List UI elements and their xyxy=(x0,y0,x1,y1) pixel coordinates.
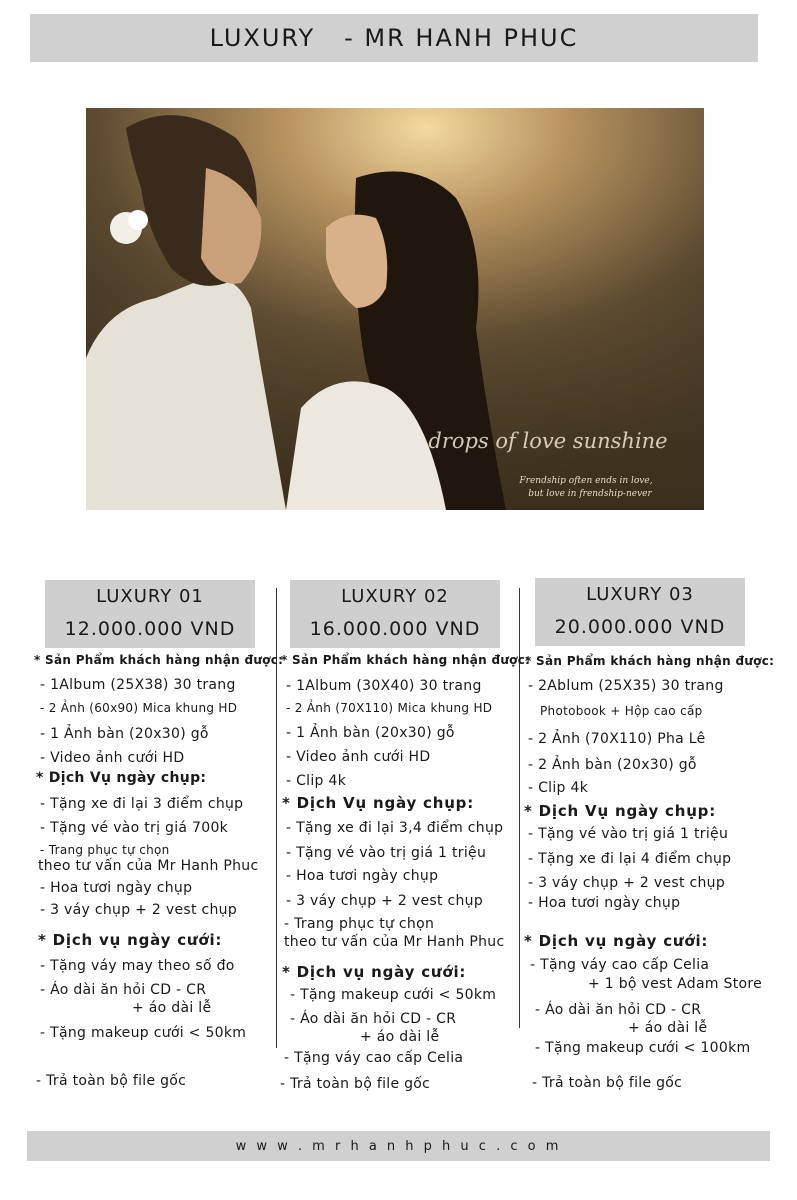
list-item: - Video ảnh cưới HD xyxy=(40,750,185,766)
list-item: theo tư vấn của Mr Hanh Phuc xyxy=(284,934,505,950)
list-item: + áo dài lễ xyxy=(628,1020,708,1036)
page-title-bar xyxy=(30,14,758,62)
list-item: - 3 váy chụp + 2 vest chụp xyxy=(286,893,484,909)
section-heading: * Sản Phẩm khách hàng nhận được: xyxy=(525,654,775,668)
list-item: + áo dài lễ xyxy=(132,1000,212,1016)
list-item: - Tặng xe đi lại 3 điểm chụp xyxy=(40,796,244,812)
list-item: - Tặng váy may theo số đo xyxy=(40,958,235,974)
section-heading: * Dịch Vụ ngày chụp: xyxy=(36,770,207,786)
list-item: - Hoa tươi ngày chụp xyxy=(528,895,681,911)
list-item: - Video ảnh cưới HD xyxy=(286,749,431,765)
list-item: - 1Album (25X38) 30 trang xyxy=(40,677,236,693)
list-item: - Clip 4k xyxy=(528,780,589,796)
list-item: - 1 Ảnh bàn (20x30) gỗ xyxy=(40,726,209,742)
section-heading: * Dịch Vụ ngày chụp: xyxy=(524,802,717,820)
list-item: - Áo dài ăn hỏi CD - CR xyxy=(535,1002,702,1018)
list-item: - Trả toàn bộ file gốc xyxy=(280,1076,431,1092)
package-price: 20.000.000 VND xyxy=(554,616,726,638)
package-header-luxury-01 xyxy=(45,580,255,648)
section-heading: * Sản Phẩm khách hàng nhận được: xyxy=(34,653,284,667)
list-item: Photobook + Hộp cao cấp xyxy=(540,704,703,718)
package-name: LUXURY 01 xyxy=(96,586,204,607)
photo-script-text: drops of love sunshine xyxy=(428,429,668,453)
list-item: - Tặng xe đi lại 4 điểm chụp xyxy=(528,851,732,867)
list-item: + 1 bộ vest Adam Store xyxy=(588,976,763,992)
page-title: LUXURY - MR HANH PHUC xyxy=(209,24,579,52)
list-item: - 3 váy chụp + 2 vest chụp xyxy=(40,902,238,918)
list-item: - 2 Ảnh bàn (20x30) gỗ xyxy=(528,757,697,773)
couple-photo xyxy=(86,108,704,510)
list-item: + áo dài lễ xyxy=(360,1029,440,1045)
package-price: 12.000.000 VND xyxy=(64,618,236,640)
list-item: - Trang phục tự chọn xyxy=(284,916,435,932)
list-item: - Tặng vé vào trị giá 1 triệu xyxy=(286,845,487,861)
list-item: - Tặng váy cao cấp Celia xyxy=(284,1050,464,1066)
list-item: - 2Ablum (25X35) 30 trang xyxy=(528,678,724,694)
list-item: - 1 Ảnh bàn (20x30) gỗ xyxy=(286,725,455,741)
list-item: - Tặng makeup cưới < 50km xyxy=(290,987,497,1003)
section-heading: * Dịch vụ ngày cưới: xyxy=(524,932,709,950)
list-item: - Tặng xe đi lại 3,4 điểm chụp xyxy=(286,820,504,836)
footer-bar xyxy=(27,1131,770,1161)
list-item: - 1Album (30X40) 30 trang xyxy=(286,678,482,694)
section-heading: * Dịch vụ ngày cưới: xyxy=(38,931,223,949)
list-item: - Tặng makeup cưới < 100km xyxy=(535,1040,751,1056)
list-item: - Áo dài ăn hỏi CD - CR xyxy=(40,982,207,998)
list-item: - Trả toàn bộ file gốc xyxy=(532,1075,683,1091)
package-name: LUXURY 02 xyxy=(341,586,449,607)
package-header-luxury-02 xyxy=(290,580,500,648)
list-item: - Hoa tươi ngày chụp xyxy=(40,880,193,896)
list-item: - Trang phục tự chọn xyxy=(40,843,170,857)
list-item: - 2 Ảnh (70X110) Mica khung HD xyxy=(286,701,493,715)
list-item: theo tư vấn của Mr Hanh Phuc xyxy=(38,858,259,874)
list-item: - 2 Ảnh (60x90) Mica khung HD xyxy=(40,701,238,715)
list-item: - Trả toàn bộ file gốc xyxy=(36,1073,187,1089)
list-item: - Clip 4k xyxy=(286,773,347,789)
list-item: - 3 váy chụp + 2 vest chụp xyxy=(528,875,726,891)
list-item: - Áo dài ăn hỏi CD - CR xyxy=(290,1011,457,1027)
package-header-luxury-03 xyxy=(535,578,745,646)
list-item: - Tặng vé vào trị giá 1 triệu xyxy=(528,826,729,842)
photo-quote-line2: but love in frendship-never xyxy=(528,489,652,499)
website-link[interactable]: w w w . m r h a n h p h u c . c o m xyxy=(235,1138,562,1154)
section-heading: * Sản Phẩm khách hàng nhận được: xyxy=(281,653,531,667)
list-item: - Hoa tươi ngày chụp xyxy=(286,868,439,884)
couple-photo-image xyxy=(86,108,704,510)
list-item: - Tặng váy cao cấp Celia xyxy=(530,957,710,973)
package-name: LUXURY 03 xyxy=(586,584,694,605)
list-item: - Tặng makeup cưới < 50km xyxy=(40,1025,247,1041)
list-item: - Tặng vé vào trị giá 700k xyxy=(40,820,229,836)
section-heading: * Dịch vụ ngày cưới: xyxy=(282,963,467,981)
package-price: 16.000.000 VND xyxy=(309,618,481,640)
photo-quote-line1: Frendship often ends in love, xyxy=(519,476,653,486)
section-heading: * Dịch Vụ ngày chụp: xyxy=(282,794,475,812)
list-item: - 2 Ảnh (70X110) Pha Lê xyxy=(528,731,706,747)
